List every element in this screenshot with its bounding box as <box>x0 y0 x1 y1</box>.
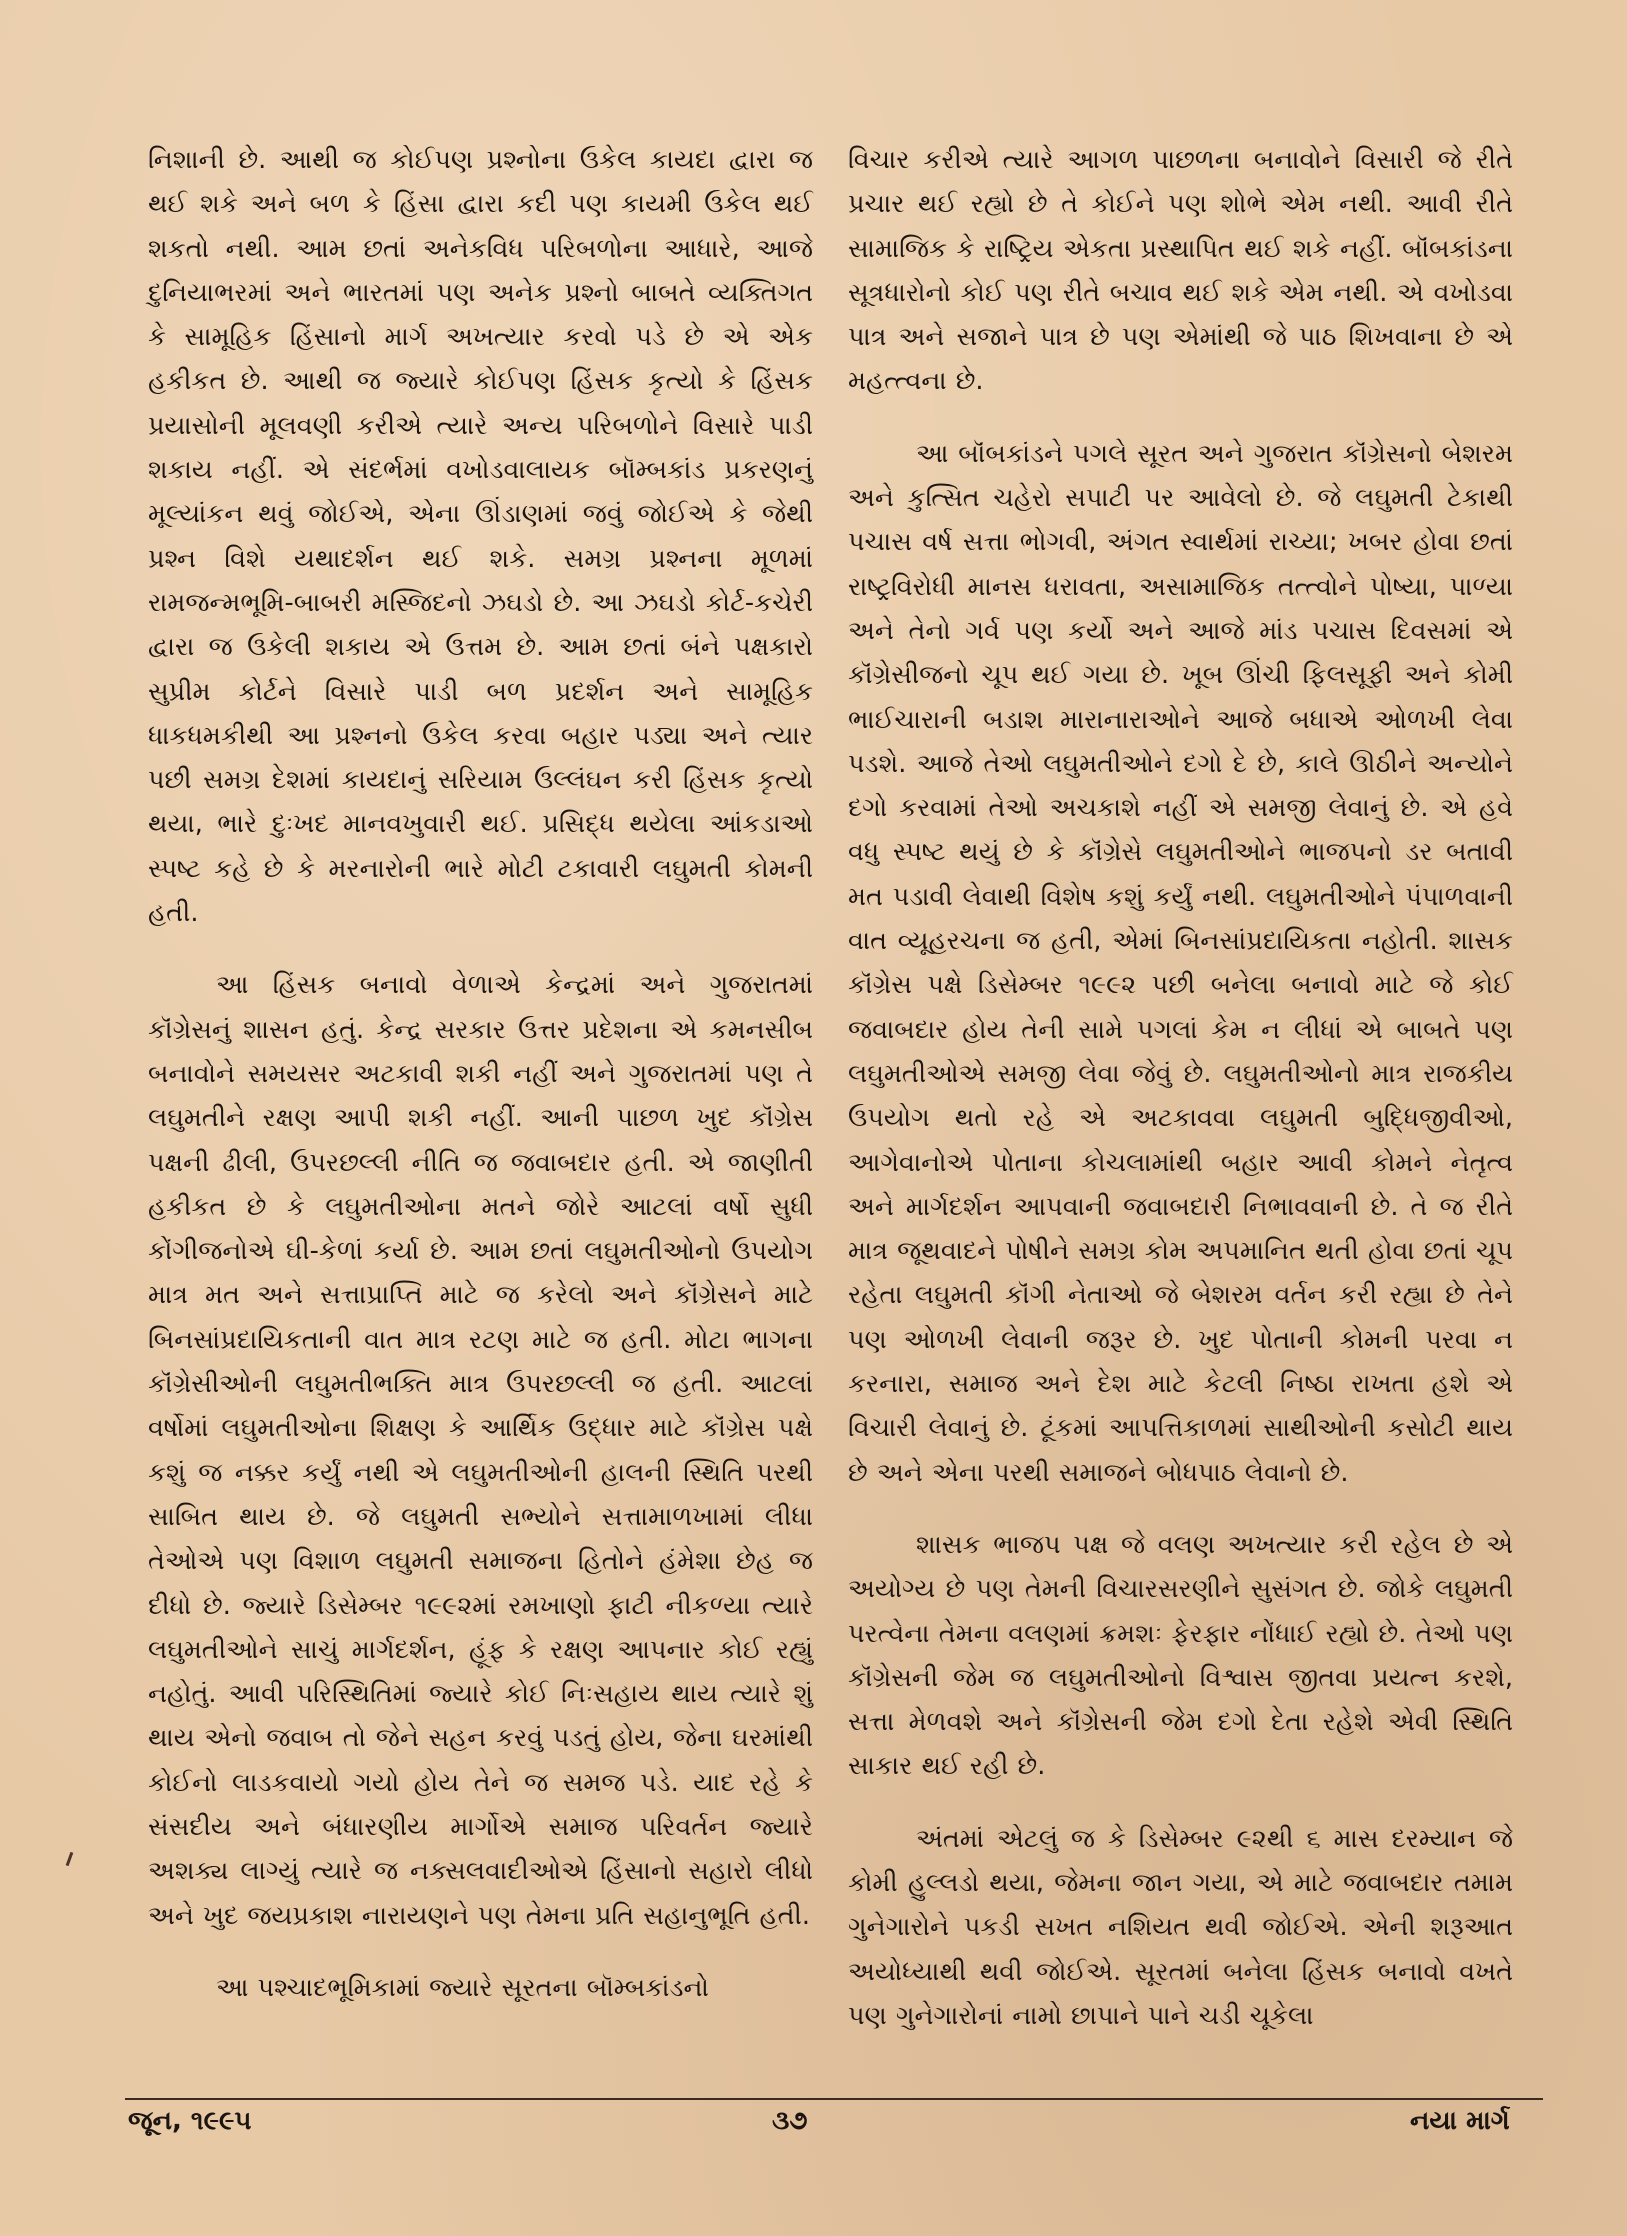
right-paragraph-2: આ બૉંબકાંડને પગલે સૂરત અને ગુજરાત કૉંગ્રેસનો બેશરમ અને કુત્સિત ચહેરો સપાટી પર આવેલો છે. જે લઘુમતી ટેકાથી પચાસ વર્ષ સત્તા ભોગવી, અંગત સ્વાર્થમાં રાચ્યા; ખબર હોવા છતાં રાષ્ટ્રવિરોધી માનસ ધરાવતા, અસામાજિક તત્ત્વોને પોષ્યા, પાળ્યા અને તેનો ગર્વ પણ કર્યો અને આજે માંડ પચાસ દિવસમાં એ કૉંગ્રેસીજનો ચૂપ થઈ ગયા છે. ખૂબ ઊંચી ફિલસૂફી અને કોમી ભાઈચારાની બડાશ મારાનારાઓને આજે બધાએ ઓળખી લેવા પડશે. આજે તેઓ લઘુમતીઓને દગો દે છે, કાલે ઊઠીને અન્યોને દગો કરવામાં તેઓ અચકાશે નહીં એ સમજી લેવાનું છે. એ હવે વધુ સ્પષ્ટ થયું છે કે કૉંગ્રેસે લઘુમતીઓને ભાજપનો ડર બતાવી મત પડાવી લેવાથી વિશેષ કશું કર્યું નથી. લઘુમતીઓને પંપાળવાની વાત વ્યૂહરચના જ હતી, એમાં બિનસાંપ્રદાયિકતા નહોતી. શાસક કૉંગ્રેસ પક્ષે ડિસેમ્બર ૧૯૯૨ પછી બનેલા બનાવો માટે જે કોઈ જવાબદાર હોય તેની સામે પગલાં કેમ ન લીધાં એ બાબતે પણ લઘુમતીઓએ સમજી લેવા જેવું છે. લઘુમતીઓનો માત્ર રાજકીય ઉપયોગ થતો રહે એ અટકાવવા લઘુમતી બુદ્ધિજીવીઓ, આગેવાનોએ પોતાના કોચલામાંથી બહાર આવી કોમને નેતૃત્વ અને માર્ગદર્શન આપવાની જવાબદારી નિભાવવાની છે. તે જ રીતે માત્ર જૂથવાદને પોષીને સમગ્ર કોમ અપમાનિત થતી હોવા છતાં ચૂપ રહેતા લઘુમતી કૉંગી નેતાઓ જે બેશરમ વર્તન કરી રહ્યા છે તેને પણ ઓળખી લેવાની જરૂર છે. ખુદ પોતાની કોમની પરવા ન કરનારા, સમાજ અને દેશ માટે કેટલી નિષ્ઠા રાખતા હશે એ વિચારી લેવાનું છે. ટૂંકમાં આપત્તિકાળમાં સાથીઓની કસોટી થાય છે અને એના પરથી સમાજને બોધપાઠ લેવાનો છે. <box>848 438 1513 1488</box>
footer-divider <box>125 2098 1543 2100</box>
right-paragraph-1: વિચાર કરીએ ત્યારે આગળ પાછળના બનાવોને વિસારી જે રીતે પ્રચાર થઈ રહ્યો છે તે કોઈને પણ શોભે એમ નથી. આવી રીતે સામાજિક કે રાષ્ટ્રિય એકતા પ્રસ્થાપિત થઈ શકે નહીં. બૉંબકાંડના સૂત્રધારોનો કોઈ પણ રીતે બચાવ થઈ શકે એમ નથી. એ વખોડવા પાત્ર અને સજાને પાત્ર છે પણ એમાંથી જે પાઠ શિખવાના છે એ મહત્ત્વના છે. <box>848 145 1513 397</box>
right-paragraph-4: અંતમાં એટલું જ કે ડિસેમ્બર ૯૨થી ૬ માસ દરમ્યાન જે કોમી હુલ્લડો થયા, જેમના જાન ગયા, એ માટે જવાબદાર તમામ ગુનેગારોને પકડી સખત નશિયત થવી જોઈએ. એની શરૂઆત અયોધ્યાથી થવી જોઈએ. સૂરતમાં બનેલા હિંસક બનાવો વખતે પણ ગુનેગારોનાં નામો છાપાને પાને ચડી ચૂકેલા <box>848 1823 1513 2031</box>
left-paragraph-3: આ પશ્ચાદભૂમિકામાં જ્યારે સૂરતના બૉમ્બકાંડનો <box>216 1972 709 2003</box>
right-column <box>848 138 1513 2038</box>
left-column <box>148 138 813 2010</box>
right-paragraph-3: શાસક ભાજપ પક્ષ જે વલણ અખત્યાર કરી રહેલ છે એ અયોગ્ય છે પણ તેમની વિચારસરણીને સુસંગત છે. જોકે લઘુમતી પરત્વેના તેમના વલણમાં ક્રમશઃ ફેરફાર નોંધાઈ રહ્યો છે. તેઓ પણ કૉંગ્રેસની જેમ જ લઘુમતીઓનો વિશ્વાસ જીતવા પ્રયત્ન કરશે, સત્તા મેળવશે અને કૉંગ્રેસની જેમ દગો દેતા રહેશે એવી સ્થિતિ સાકાર થઈ રહી છે. <box>848 1529 1513 1782</box>
magazine-name: નયા માર્ગ <box>1410 2106 1510 2136</box>
left-paragraph-1: નિશાની છે. આથી જ કોઈપણ પ્રશ્નોના ઉકેલ કાયદા દ્વારા જ થઈ શકે અને બળ કે હિંસા દ્વારા કદી પણ કાયમી ઉકેલ થઈ શકતો નથી. આમ છતાં અનેકવિધ પરિબળોના આધારે, આજે દુનિયાભરમાં અને ભારતમાં પણ અનેક પ્રશ્નો બાબતે વ્યક્તિગત કે સામૂહિક હિંસાનો માર્ગ અખત્યાર કરવો પડે છે એ એક હકીકત છે. આથી જ જ્યારે કોઈપણ હિંસક કૃત્યો કે હિંસક પ્રયાસોની મૂલવણી કરીએ ત્યારે અન્ય પરિબળોને વિસારે પાડી શકાય નહીં. એ સંદર્ભમાં વખોડવાલાયક બૉમ્બકાંડ પ્રકરણનું મૂલ્યાંકન થવું જોઈએ, એના ઊંડાણમાં જવું જોઈએ કે જેથી પ્રશ્ન વિશે યથાદર્શન થઈ શકે. સમગ્ર પ્રશ્નના મૂળમાં રામજન્મભૂમિ-બાબરી મસ્જિદનો ઝઘડો છે. આ ઝઘડો કોર્ટ-કચેરી દ્વારા જ ઉકેલી શકાય એ ઉત્તમ છે. આમ છતાં બંને પક્ષકારો સુપ્રીમ કોર્ટને વિસારે પાડી બળ પ્રદર્શન અને સામૂહિક ધાકધમકીથી આ પ્રશ્નનો ઉકેલ કરવા બહાર પડ્યા અને ત્યાર પછી સમગ્ર દેશમાં કાયદાનું સરિયામ ઉલ્લંઘન કરી હિંસક કૃત્યો થયા, ભારે દુઃખદ માનવખુવારી થઈ. પ્રસિદ્ધ થયેલા આંકડાઓ સ્પષ્ટ કહે છે કે મરનારોની ભારે મોટી ટકાવારી લઘુમતી કોમની હતી. <box>148 145 813 929</box>
paper-mark <box>66 1852 74 1866</box>
footer-date: જૂન, ૧૯૯૫ <box>128 2106 252 2136</box>
page-number: ૩૭ <box>772 2106 808 2136</box>
left-paragraph-2: આ હિંસક બનાવો વેળાએ કેન્દ્રમાં અને ગુજરાતમાં કૉંગ્રેસનું શાસન હતું. કેન્દ્ર સરકાર ઉત્તર પ્રદેશના એ કમનસીબ બનાવોને સમયસર અટકાવી શકી નહીં અને ગુજરાતમાં પણ તે લઘુમતીને રક્ષણ આપી શકી નહીં. આની પાછળ ખુદ કૉંગ્રેસ પક્ષની ઢીલી, ઉપરછલ્લી નીતિ જ જવાબદાર હતી. એ જાણીતી હકીકત છે કે લઘુમતીઓના મતને જોરે આટલાં વર્ષો સુધી કોંગીજનોએ ઘી-કેળાં કર્યા છે. આમ છતાં લઘુમતીઓનો ઉપયોગ માત્ર મત અને સત્તાપ્રાપ્તિ માટે જ કરેલો અને કૉંગ્રેસને માટે બિનસાંપ્રદાયિકતાની વાત માત્ર રટણ માટે જ હતી. મોટા ભાગના કૉંગ્રેસીઓની લઘુમતીભક્તિ માત્ર ઉપરછલ્લી જ હતી. આટલાં વર્ષોમાં લઘુમતીઓના શિક્ષણ કે આર્થિક ઉદ્ધાર માટે કૉંગ્રેસ પક્ષે કશું જ નક્કર કર્યું નથી એ લઘુમતીઓની હાલની સ્થિતિ પરથી સાબિત થાય છે. જે લઘુમતી સભ્યોને સત્તામાળખામાં લીધા તેઓએ પણ વિશાળ લઘુમતી સમાજના હિતોને હંમેશા છેહ જ દીધો છે. જ્યારે ડિસેમ્બર ૧૯૯૨માં રમખાણો ફાટી નીકળ્યા ત્યારે લઘુમતીઓને સાચું માર્ગદર્શન, હૂંફ કે રક્ષણ આપનાર કોઈ રહ્યું નહોતું. આવી પરિસ્થિતિમાં જ્યારે કોઈ નિઃસહાય થાય ત્યારે શું થાય એનો જવાબ તો જેને સહન કરવું પડતું હોય, જેના ઘરમાંથી કોઈનો લાડકવાયો ગયો હોય તેને જ સમજ પડે. યાદ રહે કે સંસદીય અને બંધારણીય માર્ગોએ સમાજ પરિવર્તન જ્યારે અશક્ય લાગ્યું ત્યારે જ નક્સલવાદીઓએ હિંસાનો સહારો લીધો અને ખુદ જયપ્રકાશ નારાયણને પણ તેમના પ્રતિ સહાનુભૂતિ હતી. <box>148 970 813 1931</box>
